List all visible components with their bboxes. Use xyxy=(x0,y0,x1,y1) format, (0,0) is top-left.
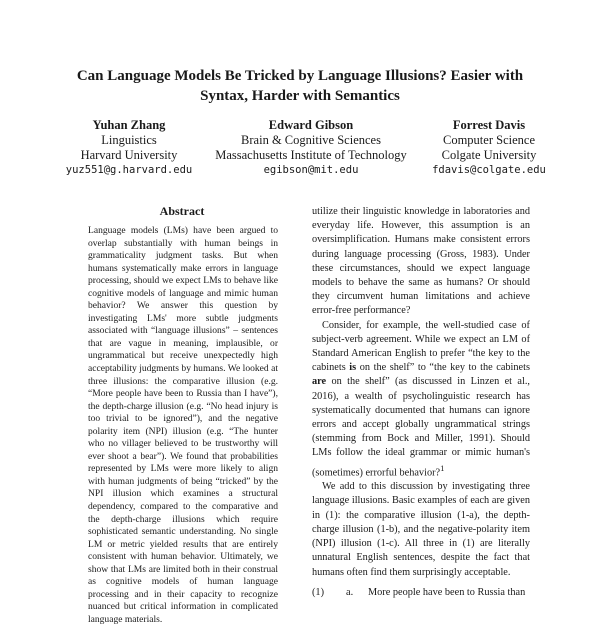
body-paragraph: utilize their linguistic knowledge in laboratories and everyday life. However, this assumption is an oversimplification. Humans make consistent errors during language processing (Gross, 1983). Under these circumstances, should we expect language models to behave the same as humans? Or should they circumvent human limitations and achieve error-free performance? xyxy=(312,206,530,317)
example-text: More people have been to Russia than xyxy=(368,586,526,598)
author-name: Yuhan Zhang xyxy=(92,118,166,132)
author-block xyxy=(60,118,550,182)
author-name: Edward Gibson xyxy=(268,118,354,132)
body-right-column xyxy=(312,205,530,600)
author-department: Linguistics xyxy=(101,133,157,147)
author-department: Computer Science xyxy=(443,133,535,147)
body-text: Consider, for example, the well-studied case of subject-verb agreement. While we expect an LM of Standard American English to prefer “the key to the cabinets xyxy=(312,319,530,374)
abstract-text: Language models (LMs) have been argued to overlap substantially with human beings in grammaticality judgment tasks. But when humans systematically make errors in language processing, should we expect LMs to behave like cognitive models of language and mimic human behavior? We answer this question by investigating LMs' more subtle judgments associated with “language illusions” – sentences that are vague in meaning, implausible, or ungrammatical but receive unexpectedly high acceptability judgments by humans. We looked at three illusions: the comparative illusion (e.g. “More people have been to Russia than I have”), the depth-charge illusion (e.g. “No head injury is too trivial to be ignored”), and the negative polarity item (NPI) illusion (e.g. “The hunter who no villager believed to be trustworthy will ever shoot a bear”). We found that probabilities represented by LMs were more likely to align with human judgments of being “tricked” by the NPI illusion which examines a structural dependency, compared to the comparative and the depth-charge illusions which require sophisticated semantic understanding. No single LM or metric yielded results that are entirely consistent with human behavior. Ultimately, we show that LMs are limited both in their construal as cognitive models of human language processing and in their capacity to recognize nuanced but critical information in complicated language materials. xyxy=(88,225,278,625)
author-department: Brain & Cognitive Sciences xyxy=(241,133,381,147)
author-institution: Massachusetts Institute of Technology xyxy=(215,148,407,162)
abstract-heading: Abstract xyxy=(159,204,205,218)
emphasis-are: are xyxy=(312,376,327,388)
author-institution: Harvard University xyxy=(80,148,178,162)
author-institution: Colgate University xyxy=(441,148,537,162)
author-email: egibson@mit.edu xyxy=(263,164,359,176)
author-email: yuz551@g.harvard.edu xyxy=(65,164,193,176)
body-paragraph: We add to this discussion by investigating three language illusions. Basic examples of each are given in (1): the comparative illusion (1-a), the depth-charge illusion (1-b), and the negative-polarity item (NPI) illusion (1-c). All three in (1) are literally unnatural English sentences, despite the fact that humans often find them surprisingly acceptable. xyxy=(312,481,530,578)
example-label: a. xyxy=(346,586,354,598)
example-item xyxy=(312,586,530,600)
author-gibson xyxy=(198,118,424,178)
body-paragraph xyxy=(312,319,530,481)
paper-title: Can Language Models Be Tricked by Language Illusions? Easier with Syntax, Harder with Semantics xyxy=(76,68,524,104)
body-text: on the shelf” (as discussed in Linzen et al., 2016), a wealth of psycholinguistic research has systematically documented that humans can ignore errors and accept globally ungrammatical strings (stemming from Bock and Miller, 1991). Should LMs follow the ideal grammar or mimic human's (sometimes) errorful behavior? xyxy=(312,376,530,479)
footnote-marker: 1 xyxy=(440,462,445,473)
body-text: on the shelf” to “the key to the cabinets xyxy=(356,362,530,374)
emphasis-is: is xyxy=(349,362,357,374)
author-davis xyxy=(424,118,554,178)
example-number: (1) xyxy=(312,586,325,598)
author-email: fdavis@colgate.edu xyxy=(432,164,546,176)
author-name: Forrest Davis xyxy=(452,118,526,132)
author-zhang xyxy=(60,118,198,178)
